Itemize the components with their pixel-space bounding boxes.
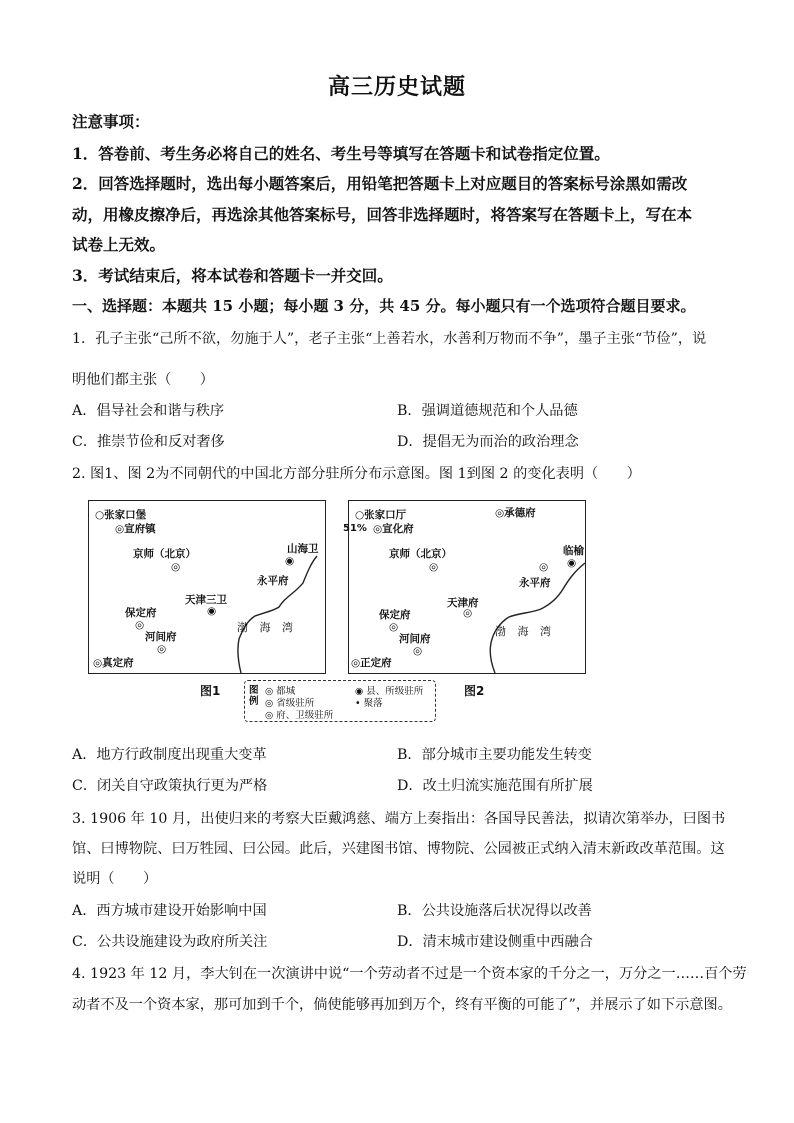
- map2-place-4: 临榆: [563, 545, 584, 557]
- map2-capital-marker: ◎: [429, 561, 439, 573]
- map-figure-1: [88, 500, 326, 674]
- map2-marker-7: ◎: [389, 621, 399, 633]
- q2-stem: 2. 图1、图 2为不同朝代的中国北方部分驻所分布示意图。图 1到图 2 的变化表明（ ）: [72, 466, 641, 482]
- map1-place-0: ○张家口堡: [95, 509, 147, 521]
- map2-marker-6: ◎: [463, 607, 473, 619]
- map1-place-8: ◎真定府: [93, 657, 134, 669]
- q2-option-a: A．地方行政制度出现重大变革: [72, 747, 267, 763]
- map2-place-5: 永平府: [519, 577, 551, 589]
- map1-place-6: 保定府: [125, 607, 157, 619]
- map2-place-2: ◎承德府: [495, 507, 536, 519]
- map1-place-2: 京师（北京）: [133, 548, 196, 560]
- map2-place-9: ◎正定府: [351, 657, 392, 669]
- map2-mark: 51%: [343, 523, 367, 534]
- notice-item-2-line-2: 动，用橡皮擦净后，再选涂其他答案标号，回答非选择题时，将答案写在答题卡上，写在本: [72, 205, 693, 224]
- q1-option-b: B．强调道德规范和个人品德: [397, 403, 578, 419]
- q1-option-d: D．提倡无为而治的政治理念: [397, 434, 579, 450]
- map1-sea-label: 渤 海 湾: [237, 621, 297, 634]
- map1-place-4: 永平府: [257, 575, 289, 587]
- notice-item-3: 3．考试结束后，将本试卷和答题卡一并交回。: [72, 266, 393, 285]
- map2-place-1: ◎宣化府: [373, 523, 414, 535]
- q1-stem-line-2: 明他们都主张（ ）: [72, 372, 214, 388]
- map2-marker-5: ◎: [539, 561, 549, 573]
- legend-item-capital: ◎ 都城: [265, 686, 296, 697]
- q2-option-d: D．改土归流实施范围有所扩展: [397, 778, 593, 794]
- q1-option-a: A．倡导社会和谐与秩序: [72, 403, 225, 419]
- map1-place-1: ◎宣府镇: [115, 523, 156, 535]
- map1-caption: 图1: [200, 684, 221, 698]
- notice-item-2-line-1: 2．回答选择题时，选出每小题答案后，用铅笔把答题卡上对应题目的答案标号涂黑如需改: [72, 174, 688, 193]
- q4-stem-line-2: 动者不及一个资本家，那可加到千个，倘使能够再加到万个，终有平衡的可能了”，并展示了如下示意图。: [72, 997, 732, 1013]
- q2-option-c: C．闭关自守政策执行更为严格: [72, 778, 268, 794]
- map2-place-3: 京师（北京）: [389, 548, 452, 560]
- legend-item-settlement: • 聚落: [355, 698, 383, 709]
- map1-capital-marker: ◎: [171, 561, 181, 573]
- map1-marker-5: ◉: [207, 605, 217, 617]
- map1-marker-7: ◎: [157, 643, 167, 655]
- legend-item-county: ◉ 县、所级驻所: [355, 686, 424, 697]
- q1-stem-line-1: 1．孔子主张“己所不欲，勿施于人”，老子主张“上善若水，水善利万物而不争”，墨子主张“节俭”，说: [72, 331, 707, 347]
- legend-item-province: ◎ 省级驻所: [265, 698, 315, 709]
- map2-sea-label: 渤 海 湾: [495, 625, 555, 638]
- map-legend: [244, 680, 436, 722]
- q3-option-d: D．清末城市建设侧重中西融合: [397, 934, 593, 950]
- legend-label: 图例: [249, 685, 259, 707]
- notice-item-1: 1．答卷前、考生务必将自己的姓名、考生号等填写在答题卡和试卷指定位置。: [72, 144, 610, 163]
- notice-item-2-line-3: 试卷上无效。: [72, 235, 166, 254]
- map1-place-7: 河间府: [145, 631, 177, 643]
- q3-stem-line-1: 3. 1906 年 10 月，出使归来的考察大臣戴鸿慈、端方上奏指出：各国导民善法，拟请次第举办，曰图书: [72, 811, 726, 827]
- legend-item-prefecture: ◎ 府、卫级驻所: [265, 710, 334, 721]
- map1-marker-6: ◎: [135, 619, 145, 631]
- q3-option-a: A．西方城市建设开始影响中国: [72, 903, 267, 919]
- q3-option-b: B．公共设施落后状况得以改善: [397, 903, 592, 919]
- q2-option-b: B．部分城市主要功能发生转变: [397, 747, 592, 763]
- map2-place-8: 河间府: [399, 633, 431, 645]
- map2-place-7: 保定府: [379, 609, 411, 621]
- map2-caption: 图2: [464, 684, 485, 698]
- map-figure-2: [343, 500, 586, 674]
- map1-marker-3: ◉: [285, 555, 295, 567]
- q4-stem-line-1: 4. 1923 年 12 月，李大钊在一次演讲中说“一个劳动者不过是一个资本家的千分之一，万分之一……百个劳: [72, 966, 747, 982]
- map2-marker-8: ◎: [413, 645, 423, 657]
- section-heading: 一、选择题：本题共 15 小题；每小题 3 分，共 45 分。每小题只有一个选项符合题目要求。: [72, 297, 696, 315]
- map2-place-6: 天津府: [447, 597, 479, 609]
- map2-place-0: ○张家口厅: [355, 509, 407, 521]
- map1-place-3: 山海卫: [287, 543, 319, 555]
- q3-stem-line-2: 馆、曰博物院、曰万牲园、曰公园。此后，兴建图书馆、博物院、公园被正式纳入清末新政改革范围。这: [72, 841, 725, 857]
- map1-place-5: 天津三卫: [185, 594, 227, 606]
- page-title: 高三历史试题: [327, 74, 466, 100]
- q3-option-c: C．公共设施建设为政府所关注: [72, 934, 268, 950]
- q1-option-c: C．推崇节俭和反对奢侈: [72, 434, 225, 450]
- notice-heading: 注意事项：: [72, 112, 150, 131]
- map2-marker-4: ◉: [567, 557, 577, 569]
- q3-stem-line-3: 说明（ ）: [72, 871, 158, 887]
